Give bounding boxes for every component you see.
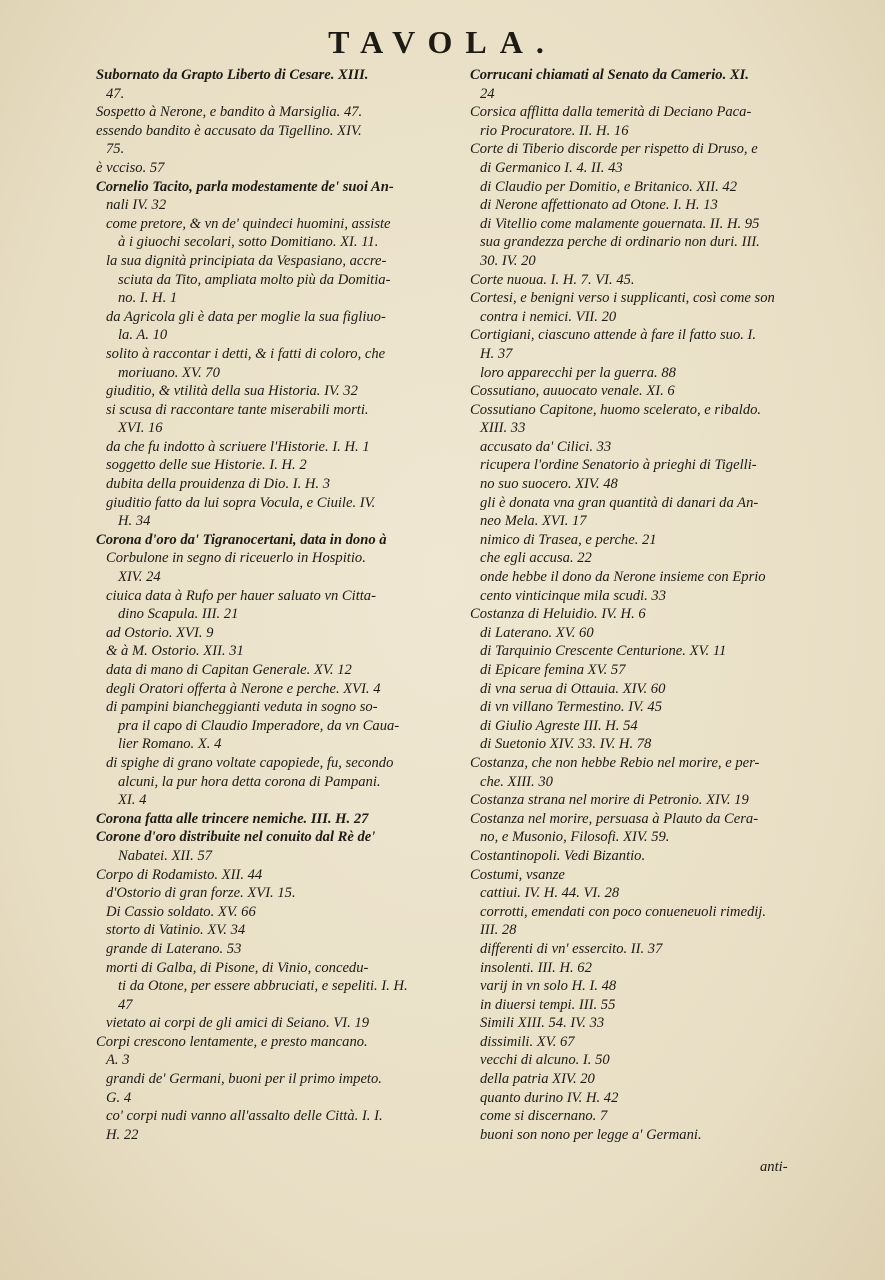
index-line: cento vinticinque mila scudi. 33: [480, 587, 667, 604]
index-line: giuditio, & vtilità della sua Historia. IV. 32: [106, 383, 358, 400]
index-line: di Claudio per Domitio, e Britanico. XII. 42: [480, 178, 737, 195]
index-line: 47: [118, 996, 133, 1013]
index-line: buoni son nono per legge a' Germani.: [480, 1126, 702, 1143]
index-line: H. 34: [118, 513, 151, 530]
index-line: di Nerone affettionato ad Otone. I. H. 13: [480, 197, 718, 214]
index-line: XVI. 16: [118, 420, 163, 437]
index-line: Nabatei. XII. 57: [118, 847, 213, 864]
index-line: Corbulone in segno di riceuerlo in Hospitio.: [106, 550, 366, 567]
index-line: lier Romano. X. 4: [118, 736, 222, 753]
index-line: ti da Otone, per essere abbruciati, e sepeliti. I. H.: [118, 978, 408, 995]
index-line: co' corpi nudi vanno all'assalto delle Città. I. I.: [106, 1108, 383, 1125]
index-line: gli è donata vna gran quantità di danari da An-: [480, 494, 759, 511]
index-line: accusato da' Cilici. 33: [480, 438, 612, 455]
index-line: Costanza, che non hebbe Rebio nel morire, e per-: [470, 754, 760, 771]
index-line: III. 28: [480, 922, 517, 939]
index-line: che. XIII. 30: [480, 773, 553, 790]
index-line: di Giulio Agreste III. H. 54: [480, 717, 638, 734]
index-line: H. 37: [480, 345, 513, 362]
index-line: alcuni, la pur hora detta corona di Pampani.: [118, 773, 381, 790]
index-line: nimico di Trasea, e perche. 21: [480, 531, 657, 548]
index-line: Costumi, vsanze: [470, 866, 565, 883]
index-line: ciuica data à Rufo per hauer saluato vn Citta-: [106, 587, 376, 604]
index-line: di Vitellio come malamente gouernata. II. H. 95: [480, 215, 760, 232]
index-line: di Epicare femina XV. 57: [480, 662, 626, 678]
index-line: si scusa di raccontare tante miserabili morti.: [106, 401, 369, 418]
index-line: di vna serua di Ottauia. XIV. 60: [480, 680, 666, 697]
index-line: onde hebbe il dono da Nerone insieme con Eprio: [480, 569, 766, 586]
index-line: degli Oratori offerta à Nerone e perche. XVI. 4: [106, 680, 381, 697]
index-line: XIV. 24: [118, 569, 161, 586]
index-line: H. 22: [106, 1126, 139, 1143]
index-line: è vcciso. 57: [96, 159, 165, 176]
index-line: nali IV. 32: [106, 197, 167, 214]
index-line: Costanza strana nel morire di Petronio. XIV. 19: [470, 792, 749, 809]
index-line: giuditio fatto da lui sopra Vocula, e Ciuile. IV.: [106, 494, 376, 511]
index-line: di pampini biancheggianti veduta in sogno so-: [106, 699, 378, 716]
index-line: no suo suocero. XIV. 48: [480, 476, 618, 493]
index-line: XI. 4: [118, 792, 147, 809]
index-line: Cornelio Tacito, parla modestamente de' suoi An-: [96, 178, 394, 195]
index-line: Costanza nel morire, persuasa à Plauto da Cera-: [470, 810, 759, 827]
index-line: neo Mela. XVI. 17: [480, 513, 587, 530]
index-line: no. I. H. 1: [118, 290, 178, 307]
index-line: Sospetto à Nerone, e bandito à Marsiglia. 47.: [96, 104, 363, 121]
index-line: Cossutiano Capitone, huomo scelerato, e ribaldo.: [470, 401, 762, 418]
index-line: Corrucani chiamati al Senato da Camerio. XI.: [470, 67, 749, 83]
index-line: la. A. 10: [118, 327, 168, 344]
index-line: XIII. 33: [480, 420, 526, 437]
index-line: come si discernano. 7: [480, 1108, 608, 1125]
index-line: 47.: [106, 85, 125, 102]
index-line: come pretore, & vn de' quindeci huomini, assiste: [106, 215, 391, 232]
index-line: rio Procuratore. II. H. 16: [480, 122, 629, 139]
index-line: dubita della prouidenza di Dio. I. H. 3: [106, 476, 331, 493]
index-line: soggetto delle sue Historie. I. H. 2: [106, 457, 307, 474]
index-line: Corona fatta alle trincere nemiche. III. H. 27: [96, 810, 369, 827]
index-line: 30. IV. 20: [480, 252, 536, 269]
index-line: di Tarquinio Crescente Centurione. XV. 11: [480, 643, 727, 660]
index-line: Cortesi, e benigni verso i supplicanti, così come son: [470, 290, 775, 307]
index-line: Corpi crescono lentamente, e presto mancano.: [96, 1033, 368, 1050]
index-line: corrotti, emendati con poco conueneuoli rimedij.: [480, 903, 767, 920]
index-line: sciuta da Tito, ampliata molto più da Domitia-: [118, 271, 391, 288]
index-line: solito à raccontar i detti, & i fatti di coloro, che: [106, 345, 386, 362]
index-line: da che fu indotto à scriuere l'Historie. I. H. 1: [106, 438, 370, 455]
index-line: differenti di vn' essercito. II. 37: [480, 940, 663, 957]
index-line: A. 3: [106, 1052, 130, 1069]
index-line: dino Scapula. III. 21: [118, 606, 239, 623]
index-line: essendo bandito è accusato da Tigellino. XIV.: [96, 122, 362, 139]
index-line: ad Ostorio. XVI. 9: [106, 624, 214, 641]
index-line: Corte di Tiberio discorde per rispetto di Druso, e: [470, 141, 758, 158]
index-line: grandi de' Germani, buoni per il primo impeto.: [106, 1071, 382, 1088]
index-line: quanto durino IV. H. 42: [480, 1089, 619, 1106]
index-line: Corpo di Rodamisto. XII. 44: [96, 866, 263, 883]
index-line: di spighe di grano voltate capopiede, fu, secondo: [106, 754, 394, 771]
index-line: da Agricola gli è data per moglie la sua figliuo-: [106, 308, 386, 325]
index-line: 24: [480, 85, 495, 102]
index-line: di Laterano. XV. 60: [480, 624, 594, 641]
index-line: pra il capo di Claudio Imperadore, da vn Caua-: [118, 717, 400, 734]
index-column-left: [96, 66, 458, 1144]
index-line: in diuersi tempi. III. 55: [480, 996, 616, 1013]
index-column-right: [470, 66, 830, 1144]
index-line: & à M. Ostorio. XII. 31: [106, 643, 244, 660]
index-line: varij in vn solo H. I. 48: [480, 978, 617, 995]
index-line: à i giuochi secolari, sotto Domitiano. XI. 11.: [118, 234, 379, 251]
index-line: di Suetonio XIV. 33. IV. H. 78: [480, 736, 652, 753]
index-line: no, e Musonio, Filosofi. XIV. 59.: [480, 829, 670, 846]
index-line: dissimili. XV. 67: [480, 1033, 575, 1050]
index-line: storto di Vatinio. XV. 34: [106, 922, 246, 939]
index-line: d'Ostorio di gran forze. XVI. 15.: [106, 885, 296, 902]
index-line: Corte nuoua. I. H. 7. VI. 45.: [470, 271, 635, 288]
index-line: contra i nemici. VII. 20: [480, 308, 617, 325]
index-line: Corona d'oro da' Tigranocertani, data in dono à: [96, 531, 387, 548]
index-line: data di mano di Capitan Generale. XV. 12: [106, 662, 352, 678]
running-title: TAVOLA.: [328, 24, 557, 60]
index-line: Corsica afflitta dalla temerità di Deciano Paca-: [470, 104, 752, 121]
index-line: morti di Galba, di Pisone, di Vinio, concedu-: [106, 959, 369, 976]
index-line: che egli accusa. 22: [480, 550, 592, 567]
index-line: la sua dignità principiata da Vespasiano, accre-: [106, 252, 387, 269]
index-line: Costanza di Heluidio. IV. H. 6: [470, 606, 646, 623]
index-line: ricupera l'ordine Senatorio à prieghi di Tigelli-: [480, 457, 757, 474]
index-line: cattiui. IV. H. 44. VI. 28: [480, 885, 620, 902]
index-line: grande di Laterano. 53: [106, 940, 242, 957]
index-line: loro apparecchi per la guerra. 88: [480, 364, 676, 381]
index-line: di vn villano Termestino. IV. 45: [480, 699, 663, 716]
index-line: Cortigiani, ciascuno attende à fare il fatto suo. I.: [470, 327, 757, 344]
index-line: insolenti. III. H. 62: [480, 959, 592, 976]
index-line: di Germanico I. 4. II. 43: [480, 159, 623, 176]
index-line: sua grandezza perche di ordinario non duri. III.: [480, 234, 760, 251]
index-line: vecchi di alcuno. I. 50: [480, 1052, 610, 1069]
index-line: Di Cassio soldato. XV. 66: [106, 903, 256, 920]
index-line: 75.: [106, 141, 125, 158]
index-line: vietato ai corpi de gli amici di Seiano. VI. 19: [106, 1015, 370, 1032]
index-line: Subornato da Grapto Liberto di Cesare. XIII.: [96, 67, 369, 83]
index-line: della patria XIV. 20: [480, 1071, 595, 1088]
index-line: Costantinopoli. Vedi Bizantio.: [470, 847, 646, 864]
catchword: anti-: [760, 1159, 788, 1175]
index-line: Cossutiano, auuocato venale. XI. 6: [470, 383, 675, 400]
index-line: moriuano. XV. 70: [118, 364, 220, 381]
index-line: Corone d'oro distribuite nel conuito dal Rè de': [96, 829, 376, 846]
index-line: G. 4: [106, 1089, 132, 1106]
index-line: Simili XIII. 54. IV. 33: [480, 1015, 605, 1032]
